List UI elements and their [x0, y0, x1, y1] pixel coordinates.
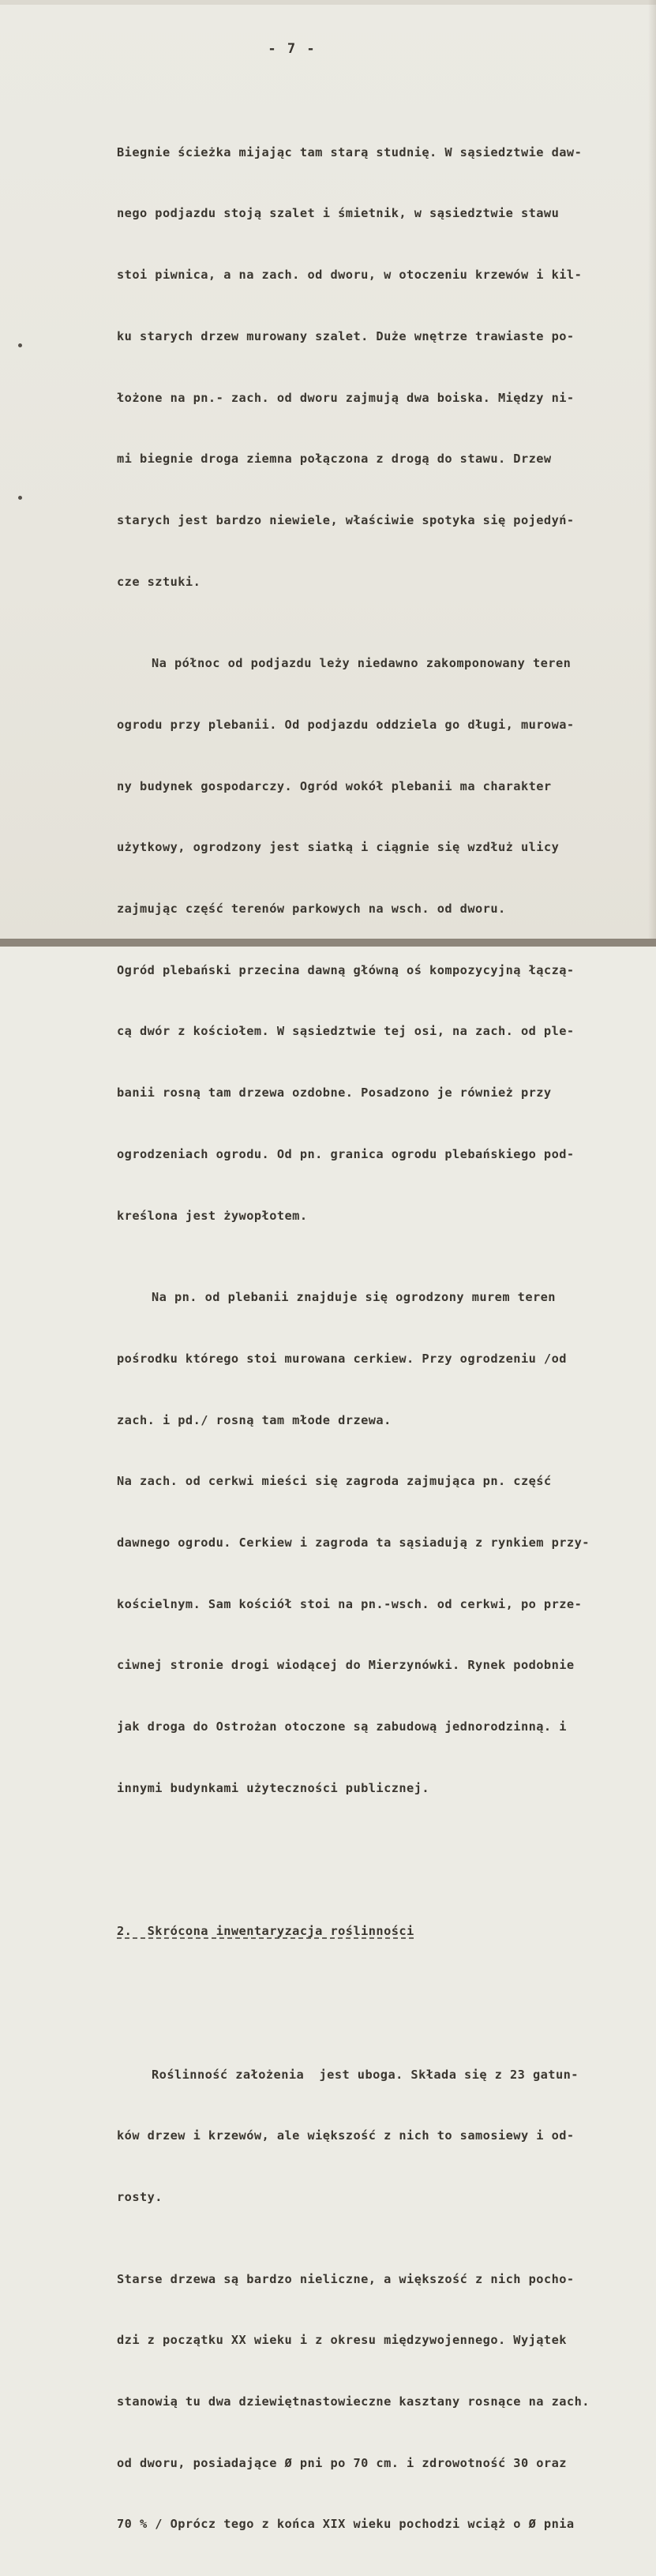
page-right-edge — [648, 0, 656, 947]
page-number: - 7 - — [268, 41, 317, 57]
text-line: cze sztuki. — [117, 574, 201, 589]
text-line: cą dwór z kościołem. W sąsiedztwie tej osi, na zach. od ple- — [117, 1024, 575, 1039]
binder-hole-mark — [18, 343, 22, 347]
text-line: Na północ od podjazdu leży niedawno zakomponowany teren — [152, 656, 572, 671]
text-line: stoi piwnica, a na zach. od dworu, w otoczeniu krzewów i kil- — [117, 268, 583, 283]
text-line: 70 % / Oprócz tego z końca XIX wieku pochodzi wciąż o Ø pnia — [117, 2517, 575, 2532]
text-line: rosty. — [117, 2190, 163, 2205]
text-line: dzi z początku XX wieku i z okresu międzywojennego. Wyjątek — [117, 2333, 567, 2348]
text-line: Roślinność założenia jest uboga. Składa się z 23 gatun- — [152, 2067, 579, 2082]
text-line: zajmując część terenów parkowych na wsch. od dworu. — [117, 902, 506, 917]
blank-line — [117, 1840, 630, 1861]
text-line: Starse drzewa są bardzo nieliczne, a większość z nich pocho- — [117, 2271, 575, 2286]
text-line: Na zach. od cerkwi mieści się zagroda zajmująca pn. część — [117, 1474, 552, 1489]
text-line: dawnego ogrodu. Cerkiew i zagroda ta sąsiadują z rynkiem przy- — [117, 1535, 590, 1550]
text-line: Ogród plebański przecina dawną główną oś kompozycyjną łączą- — [117, 962, 575, 977]
text-line: zach. i pd./ rosną tam młode drzewa. — [117, 1412, 392, 1427]
text-line: kościelnym. Sam kościół stoi na pn.-wsch. od cerkwi, po prze- — [117, 1596, 583, 1611]
text-line: ku starych drzew murowany szalet. Duże wnętrze trawiaste po- — [117, 328, 575, 343]
text-line: użytkowy, ogrodzony jest siatką i ciągnie się wzdłuż ulicy — [117, 840, 560, 855]
text-line: stanowią tu dwa dziewiętnastowieczne kasztany rosnące na zach. — [117, 2394, 590, 2409]
text-line: Biegnie ścieżka mijając tam starą studnię. W sąsiedztwie daw- — [117, 144, 583, 159]
text-line: starych jest bardzo niewiele, właściwie spotyka się pojedyń- — [117, 512, 575, 527]
text-line: banii rosną tam drzewa ozdobne. Posadzono je również przy — [117, 1086, 552, 1101]
blank-line — [117, 1983, 630, 2004]
text-line: od dworu, posiadające Ø pni po 70 cm. i zdrowotność 30 oraz — [117, 2455, 567, 2470]
page-top-edge — [0, 0, 656, 5]
binder-hole-mark — [18, 496, 22, 500]
text-line: innymi budynkami użyteczności publicznej. — [117, 1780, 430, 1795]
text-line: pośrodku którego stoi murowana cerkiew. Przy ogrodzeniu /od — [117, 1351, 567, 1366]
typed-body-text — [117, 81, 630, 2576]
text-line: Na pn. od plebanii znajduje się ogrodzony murem teren — [152, 1290, 556, 1305]
text-line: łożone na pn.- zach. od dworu zajmują dwa boiska. Między ni- — [117, 390, 575, 405]
text-line: ciwnej stronie drogi wiodącej do Mierzynówki. Rynek podobnie — [117, 1658, 575, 1673]
section-heading: 2. Skrócona inwentaryzacja roślinności — [117, 1924, 414, 1939]
text-line: kreślona jest żywopłotem. — [117, 1208, 308, 1223]
text-line: nego podjazdu stoją szalet i śmietnik, w sąsiedztwie stawu — [117, 206, 560, 221]
text-line: ków drzew i krzewów, ale większość z nich to samosiewy i od- — [117, 2128, 575, 2143]
text-line: jak droga do Ostrożan otoczone są zabudową jednorodzinną. i — [117, 1719, 567, 1734]
text-line: mi biegnie droga ziemna połączona z drogą do stawu. Drzew — [117, 452, 552, 467]
text-line: ogrodu przy plebanii. Od podjazdu oddziela go długi, murowa- — [117, 717, 575, 732]
text-line: ny budynek gospodarczy. Ogród wokół plebanii ma charakter — [117, 778, 552, 793]
text-line: ogrodzeniach ogrodu. Od pn. granica ogrodu plebańskiego pod- — [117, 1146, 575, 1161]
